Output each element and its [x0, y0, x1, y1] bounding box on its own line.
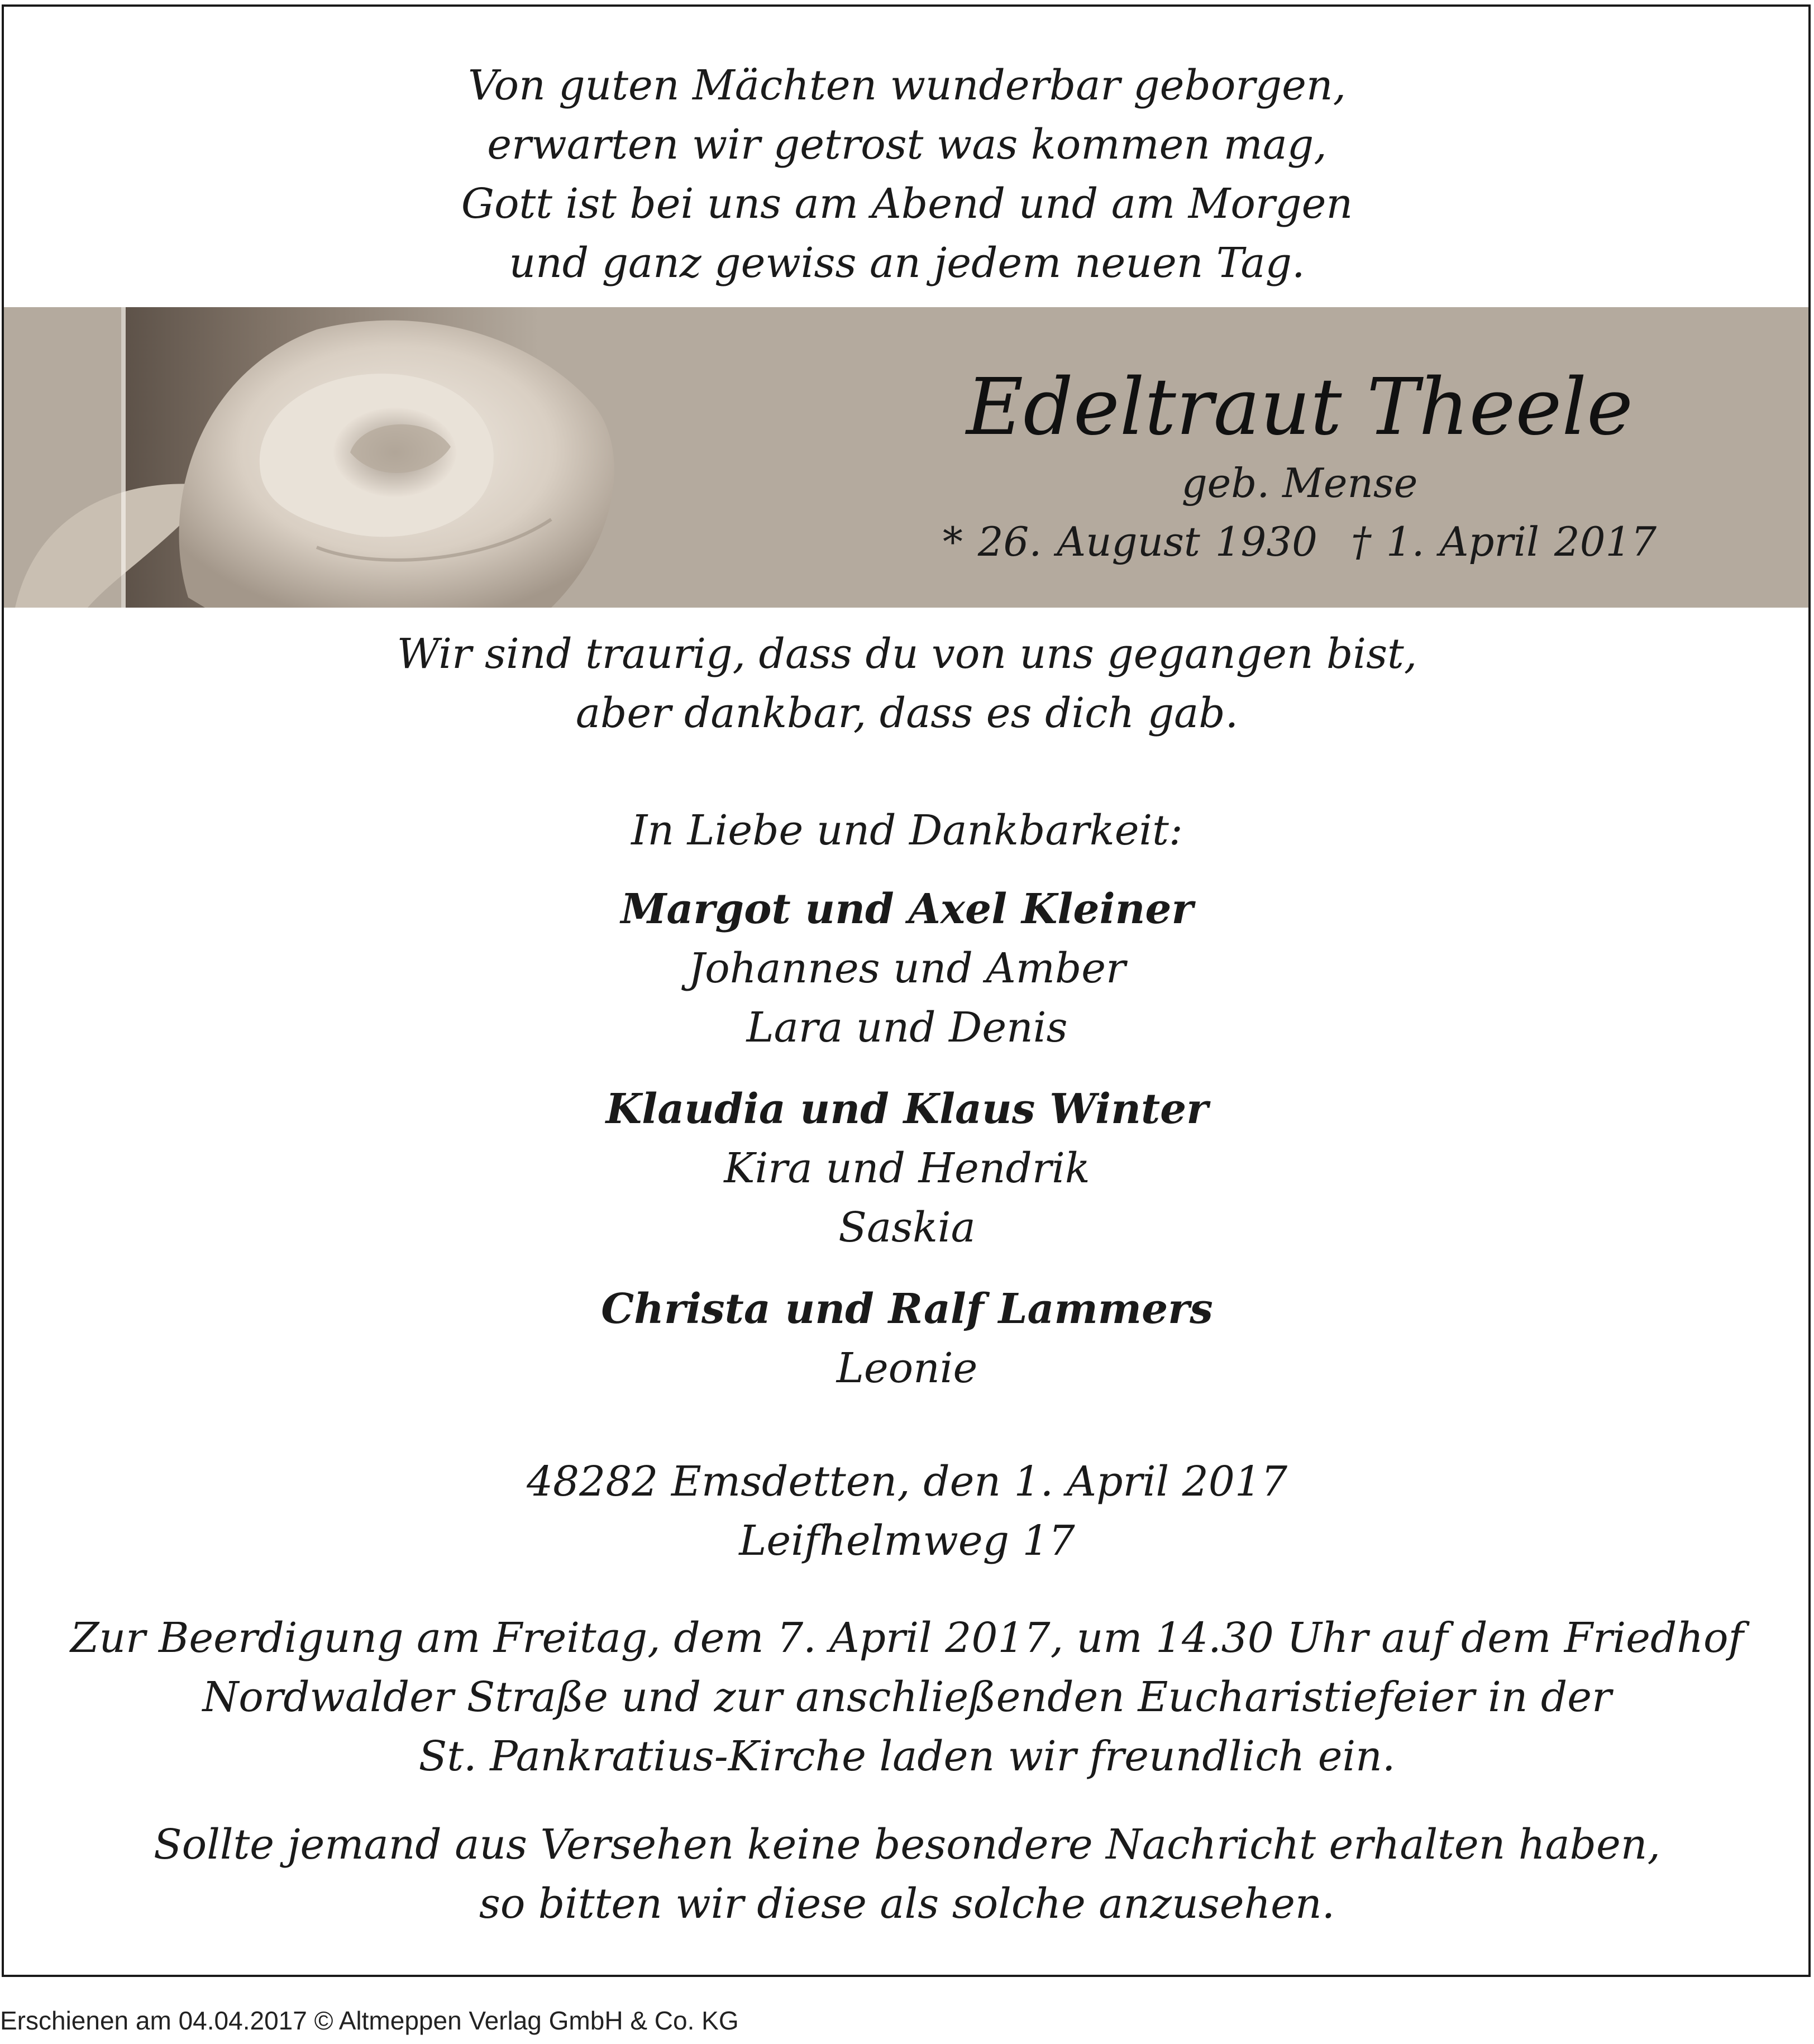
life-dates [920, 517, 1679, 567]
publication-footer: Erschienen am 04.04.2017 © Altmeppen Verlag GmbH & Co. KG [0, 2006, 739, 2035]
family-member: Kira und Hendrik [724, 1144, 1090, 1192]
family-head: Klaudia und Klaus Winter [605, 1085, 1209, 1133]
address-line: 48282 Emsdetten, den 1. April 2017 [526, 1458, 1288, 1506]
family-group [0, 1279, 1814, 1398]
deceased-name: Edeltraut Theele [966, 362, 1633, 453]
family-group [0, 880, 1814, 1057]
address-line: Leifhelmweg 17 [739, 1517, 1075, 1565]
family-group [0, 1080, 1814, 1257]
family-member: Leonie [836, 1344, 978, 1392]
poem-line: erwarten wir getrost was kommen mag, [487, 121, 1327, 169]
love-line: In Liebe und Dankbarkeit: [631, 806, 1183, 854]
rose-photo-icon [4, 307, 696, 608]
funeral-info [0, 1608, 1814, 1786]
notice-line: Sollte jemand aus Versehen keine besondere Nachricht erhalten haben, [153, 1821, 1660, 1869]
birth-name: geb. Mense [1181, 460, 1418, 507]
quote [0, 624, 1814, 743]
poem-line: Von guten Mächten wunderbar geborgen, [467, 61, 1347, 109]
family-member: Johannes und Amber [688, 944, 1126, 992]
death-date: † 1. April 2017 [1350, 518, 1657, 565]
quote-line: aber dankbar, dass es dich gab. [575, 689, 1239, 737]
name-band [4, 307, 1808, 608]
family-member: Lara und Denis [746, 1004, 1068, 1052]
funeral-line: Zur Beerdigung am Freitag, dem 7. April 2017, um 14.30 Uhr auf dem Friedhof [70, 1614, 1744, 1662]
quote-line: Wir sind traurig, dass du von uns gegangen bist, [397, 630, 1417, 678]
birth-date: * 26. August 1930 [942, 518, 1317, 565]
poem [0, 56, 1814, 293]
poem-line: und ganz gewiss an jedem neuen Tag. [509, 239, 1305, 287]
poem-line: Gott ist bei uns am Abend und am Morgen [461, 180, 1353, 228]
notice-line: so bitten wir diese als solche anzusehen. [479, 1880, 1335, 1928]
family-head: Margot und Axel Kleiner [620, 885, 1194, 933]
family-member: Saskia [838, 1204, 976, 1252]
family-head: Christa und Ralf Lammers [601, 1285, 1213, 1333]
address [0, 1452, 1814, 1570]
notice [0, 1815, 1814, 1933]
funeral-line: Nordwalder Straße und zur anschließenden Eucharistiefeier in der [202, 1673, 1612, 1721]
funeral-line: St. Pankratius-Kirche laden wir freundlich ein. [418, 1732, 1396, 1780]
